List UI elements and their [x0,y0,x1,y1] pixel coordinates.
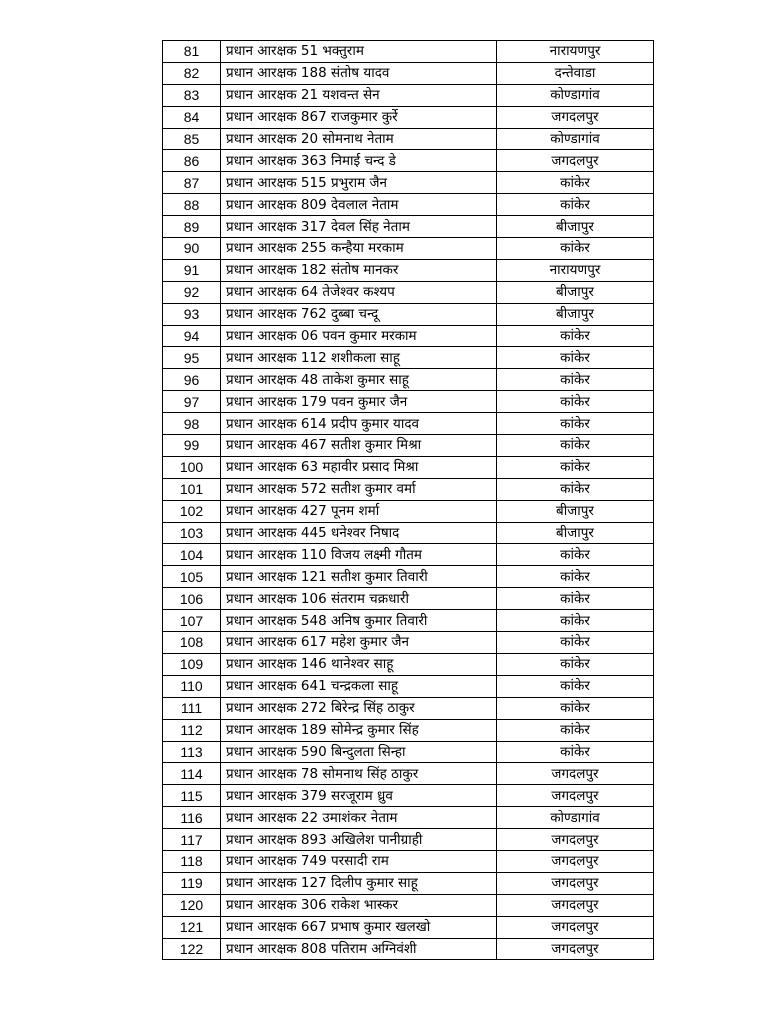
district-cell: कांकेर [497,413,654,435]
table-row [163,62,654,84]
district-cell: बीजापुर [497,522,654,544]
name-designation-cell: प्रधान आरक्षक 641 चन्द्रकला साहू [221,675,497,697]
table-row [163,369,654,391]
name-designation-cell: प्रधान आरक्षक 64 तेजेश्वर कश्यप [221,281,497,303]
serial-number-cell: 82 [163,62,221,84]
name-designation-cell: प्रधान आरक्षक 306 राकेश भास्कर [221,894,497,916]
district-cell: कांकेर [497,632,654,654]
district-cell: कांकेर [497,675,654,697]
serial-number-cell: 87 [163,172,221,194]
name-designation-cell: प्रधान आरक्षक 667 प्रभाष कुमार खलखो [221,916,497,938]
table-body [163,41,654,960]
table-row [163,128,654,150]
name-designation-cell: प्रधान आरक्षक 379 सरजूराम ध्रुव [221,785,497,807]
table-row [163,938,654,960]
table-row [163,522,654,544]
name-designation-cell: प्रधान आरक्षक 78 सोमनाथ सिंह ठाकुर [221,763,497,785]
name-designation-cell: प्रधान आरक्षक 809 देवलाल नेताम [221,194,497,216]
name-designation-cell: प्रधान आरक्षक 51 भक्तुराम [221,41,497,63]
district-cell: बीजापुर [497,216,654,238]
personnel-table [162,40,654,960]
name-designation-cell: प्रधान आरक्षक 127 दिलीप कुमार साहू [221,872,497,894]
serial-number-cell: 105 [163,566,221,588]
name-designation-cell: प्रधान आरक्षक 20 सोमनाथ नेताम [221,128,497,150]
serial-number-cell: 104 [163,544,221,566]
name-designation-cell: प्रधान आरक्षक 467 सतीश कुमार मिश्रा [221,435,497,457]
table-row [163,544,654,566]
serial-number-cell: 83 [163,84,221,106]
table-row [163,894,654,916]
document-table-container [162,40,654,960]
serial-number-cell: 85 [163,128,221,150]
serial-number-cell: 121 [163,916,221,938]
serial-number-cell: 98 [163,413,221,435]
district-cell: कांकेर [497,238,654,260]
name-designation-cell: प्रधान आरक्षक 762 दुब्बा चन्दू [221,303,497,325]
district-cell: कांकेर [497,544,654,566]
table-row [163,216,654,238]
table-row [163,588,654,610]
serial-number-cell: 81 [163,41,221,63]
serial-number-cell: 92 [163,281,221,303]
serial-number-cell: 101 [163,478,221,500]
table-row [163,194,654,216]
serial-number-cell: 111 [163,697,221,719]
district-cell: कांकेर [497,391,654,413]
table-row [163,325,654,347]
name-designation-cell: प्रधान आरक्षक 06 पवन कुमार मरकाम [221,325,497,347]
district-cell: जगदलपुर [497,106,654,128]
district-cell: कोण्डागांव [497,84,654,106]
serial-number-cell: 89 [163,216,221,238]
serial-number-cell: 119 [163,872,221,894]
name-designation-cell: प्रधान आरक्षक 48 ताकेश कुमार साहू [221,369,497,391]
name-designation-cell: प्रधान आरक्षक 614 प्रदीप कुमार यादव [221,413,497,435]
district-cell: कांकेर [497,478,654,500]
table-row [163,632,654,654]
table-row [163,303,654,325]
district-cell: कांकेर [497,172,654,194]
district-cell: नारायणपुर [497,41,654,63]
serial-number-cell: 93 [163,303,221,325]
table-row [163,653,654,675]
name-designation-cell: प्रधान आरक्षक 317 देवल सिंह नेताम [221,216,497,238]
district-cell: जगदलपुर [497,763,654,785]
name-designation-cell: प्रधान आरक्षक 110 विजय लक्ष्मी गौतम [221,544,497,566]
district-cell: नारायणपुर [497,259,654,281]
table-row [163,413,654,435]
serial-number-cell: 109 [163,653,221,675]
district-cell: कांकेर [497,653,654,675]
district-cell: कांकेर [497,719,654,741]
district-cell: कांकेर [497,194,654,216]
name-designation-cell: प्रधान आरक्षक 590 बिन्दुलता सिन्हा [221,741,497,763]
table-row [163,84,654,106]
name-designation-cell: प्रधान आरक्षक 146 थानेश्वर साहू [221,653,497,675]
district-cell: कोण्डागांव [497,807,654,829]
serial-number-cell: 102 [163,500,221,522]
serial-number-cell: 118 [163,850,221,872]
serial-number-cell: 88 [163,194,221,216]
table-row [163,150,654,172]
table-row [163,916,654,938]
name-designation-cell: प्रधान आरक्षक 179 पवन कुमार जैन [221,391,497,413]
name-designation-cell: प्रधान आरक्षक 22 उमाशंकर नेताम [221,807,497,829]
serial-number-cell: 108 [163,632,221,654]
district-cell: कांकेर [497,588,654,610]
name-designation-cell: प्रधान आरक्षक 272 बिरेन्द्र सिंह ठाकुर [221,697,497,719]
district-cell: बीजापुर [497,281,654,303]
table-row [163,719,654,741]
table-row [163,172,654,194]
serial-number-cell: 91 [163,259,221,281]
serial-number-cell: 110 [163,675,221,697]
table-row [163,675,654,697]
serial-number-cell: 94 [163,325,221,347]
district-cell: जगदलपुर [497,872,654,894]
table-row [163,41,654,63]
table-row [163,435,654,457]
serial-number-cell: 122 [163,938,221,960]
district-cell: कांकेर [497,610,654,632]
name-designation-cell: प्रधान आरक्षक 363 निमाई चन्द डे [221,150,497,172]
district-cell: जगदलपुर [497,938,654,960]
district-cell: कांकेर [497,325,654,347]
district-cell: कांकेर [497,456,654,478]
serial-number-cell: 99 [163,435,221,457]
serial-number-cell: 120 [163,894,221,916]
name-designation-cell: प्रधान आरक्षक 808 पतिराम अग्निवंशी [221,938,497,960]
name-designation-cell: प्रधान आरक्षक 106 संतराम चक्रधारी [221,588,497,610]
district-cell: दन्तेवाडा [497,62,654,84]
district-cell: कांकेर [497,741,654,763]
table-row [163,850,654,872]
serial-number-cell: 115 [163,785,221,807]
table-row [163,763,654,785]
table-row [163,566,654,588]
name-designation-cell: प्रधान आरक्षक 445 धनेश्वर निषाद [221,522,497,544]
district-cell: कोण्डागांव [497,128,654,150]
name-designation-cell: प्रधान आरक्षक 189 सोमेन्द्र कुमार सिंह [221,719,497,741]
table-row [163,872,654,894]
serial-number-cell: 97 [163,391,221,413]
name-designation-cell: प्रधान आरक्षक 21 यशवन्त सेन [221,84,497,106]
serial-number-cell: 90 [163,238,221,260]
district-cell: कांकेर [497,347,654,369]
serial-number-cell: 116 [163,807,221,829]
district-cell: जगदलपुर [497,916,654,938]
table-row [163,697,654,719]
serial-number-cell: 96 [163,369,221,391]
district-cell: जगदलपुर [497,894,654,916]
name-designation-cell: प्रधान आरक्षक 182 संतोष मानकर [221,259,497,281]
table-row [163,259,654,281]
serial-number-cell: 86 [163,150,221,172]
serial-number-cell: 113 [163,741,221,763]
serial-number-cell: 95 [163,347,221,369]
serial-number-cell: 107 [163,610,221,632]
name-designation-cell: प्रधान आरक्षक 867 राजकुमार कुर्रे [221,106,497,128]
district-cell: बीजापुर [497,303,654,325]
name-designation-cell: प्रधान आरक्षक 515 प्रभुराम जैन [221,172,497,194]
serial-number-cell: 103 [163,522,221,544]
district-cell: जगदलपुर [497,150,654,172]
district-cell: जगदलपुर [497,850,654,872]
table-row [163,741,654,763]
table-row [163,478,654,500]
serial-number-cell: 117 [163,829,221,851]
district-cell: कांकेर [497,697,654,719]
table-row [163,347,654,369]
table-row [163,106,654,128]
name-designation-cell: प्रधान आरक्षक 63 महावीर प्रसाद मिश्रा [221,456,497,478]
serial-number-cell: 84 [163,106,221,128]
district-cell: कांकेर [497,566,654,588]
name-designation-cell: प्रधान आरक्षक 255 कन्हैया मरकाम [221,238,497,260]
table-row [163,829,654,851]
serial-number-cell: 114 [163,763,221,785]
table-row [163,807,654,829]
district-cell: जगदलपुर [497,829,654,851]
district-cell: बीजापुर [497,500,654,522]
serial-number-cell: 100 [163,456,221,478]
district-cell: कांकेर [497,435,654,457]
name-designation-cell: प्रधान आरक्षक 749 परसादी राम [221,850,497,872]
name-designation-cell: प्रधान आरक्षक 893 अखिलेश पानीग्राही [221,829,497,851]
table-row [163,785,654,807]
name-designation-cell: प्रधान आरक्षक 572 सतीश कुमार वर्मा [221,478,497,500]
district-cell: कांकेर [497,369,654,391]
district-cell: जगदलपुर [497,785,654,807]
table-row [163,500,654,522]
name-designation-cell: प्रधान आरक्षक 188 संतोष यादव [221,62,497,84]
table-row [163,281,654,303]
table-row [163,391,654,413]
name-designation-cell: प्रधान आरक्षक 617 महेश कुमार जैन [221,632,497,654]
name-designation-cell: प्रधान आरक्षक 112 शशीकला साहू [221,347,497,369]
name-designation-cell: प्रधान आरक्षक 121 सतीश कुमार तिवारी [221,566,497,588]
table-row [163,238,654,260]
serial-number-cell: 106 [163,588,221,610]
name-designation-cell: प्रधान आरक्षक 427 पूनम शर्मा [221,500,497,522]
name-designation-cell: प्रधान आरक्षक 548 अनिष कुमार तिवारी [221,610,497,632]
table-row [163,610,654,632]
table-row [163,456,654,478]
serial-number-cell: 112 [163,719,221,741]
